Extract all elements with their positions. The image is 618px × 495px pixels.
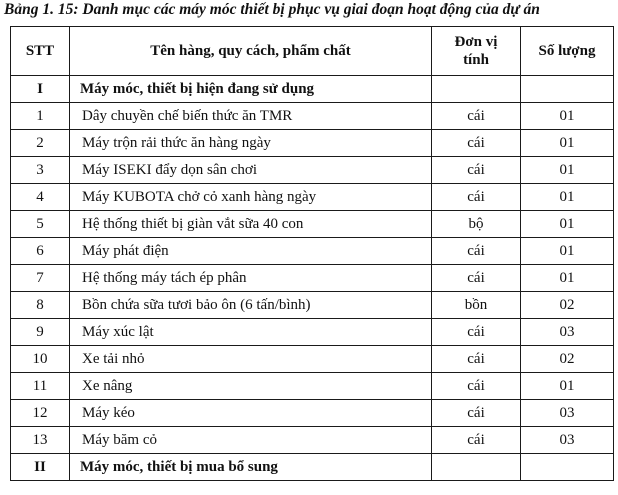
cell-qty: 01	[521, 130, 614, 157]
cell-qty: 03	[521, 400, 614, 427]
cell-unit: bồn	[432, 292, 521, 319]
cell-stt: 3	[11, 157, 70, 184]
cell-unit: cái	[432, 427, 521, 454]
cell-name: Hệ thống thiết bị giàn vắt sữa 40 con	[70, 211, 432, 238]
cell-unit: cái	[432, 130, 521, 157]
cell-qty: 01	[521, 238, 614, 265]
table-row	[11, 319, 614, 346]
cell-stt: 12	[11, 400, 70, 427]
table-row	[11, 346, 614, 373]
cell-qty: 02	[521, 346, 614, 373]
cell-name: Xe nâng	[70, 373, 432, 400]
cell-stt: 2	[11, 130, 70, 157]
cell-stt: 11	[11, 373, 70, 400]
cell-stt: 4	[11, 184, 70, 211]
table-row	[11, 292, 614, 319]
cell-name: Máy băm cỏ	[70, 427, 432, 454]
section-title: Máy móc, thiết bị hiện đang sử dụng	[70, 76, 432, 103]
header-unit-line2: tính	[463, 52, 489, 68]
section-title: Máy móc, thiết bị mua bổ sung	[70, 454, 432, 481]
header-unit	[432, 27, 521, 76]
cell-name: Xe tải nhỏ	[70, 346, 432, 373]
cell-qty: 01	[521, 184, 614, 211]
cell-stt: 8	[11, 292, 70, 319]
cell-qty: 03	[521, 319, 614, 346]
cell-name: Máy KUBOTA chở cỏ xanh hàng ngày	[70, 184, 432, 211]
cell-qty: 01	[521, 157, 614, 184]
cell-name: Máy phát điện	[70, 238, 432, 265]
section-unit	[432, 454, 521, 481]
cell-qty: 01	[521, 103, 614, 130]
header-unit-line1: Đơn vị	[454, 34, 498, 50]
section-stt: II	[11, 454, 70, 481]
section-row-2	[11, 454, 614, 481]
cell-name: Bồn chứa sữa tươi bảo ôn (6 tấn/bình)	[70, 292, 432, 319]
cell-stt: 10	[11, 346, 70, 373]
cell-name: Máy ISEKI đẩy dọn sân chơi	[70, 157, 432, 184]
header-stt: STT	[11, 27, 70, 76]
cell-qty: 03	[521, 427, 614, 454]
cell-name: Hệ thống máy tách ép phân	[70, 265, 432, 292]
header-qty: Số lượng	[521, 27, 614, 76]
header-row	[11, 27, 614, 76]
table-row	[11, 103, 614, 130]
cell-qty: 01	[521, 265, 614, 292]
section-qty	[521, 454, 614, 481]
section-stt: I	[11, 76, 70, 103]
cell-stt: 13	[11, 427, 70, 454]
cell-stt: 1	[11, 103, 70, 130]
section-unit	[432, 76, 521, 103]
cell-unit: cái	[432, 157, 521, 184]
table-row	[11, 211, 614, 238]
cell-unit: cái	[432, 238, 521, 265]
cell-stt: 7	[11, 265, 70, 292]
cell-unit: bộ	[432, 211, 521, 238]
cell-qty: 02	[521, 292, 614, 319]
cell-unit: cái	[432, 184, 521, 211]
table-row	[11, 130, 614, 157]
table-row	[11, 184, 614, 211]
cell-qty: 01	[521, 211, 614, 238]
cell-name: Máy kéo	[70, 400, 432, 427]
table-row	[11, 373, 614, 400]
cell-unit: cái	[432, 373, 521, 400]
equipment-table	[10, 26, 614, 481]
table-caption: Bảng 1. 15: Danh mục các máy móc thiết bị phục vụ giai đoạn hoạt động của dự án	[4, 1, 540, 18]
header-name: Tên hàng, quy cách, phẩm chất	[70, 27, 432, 76]
table-row	[11, 238, 614, 265]
table-row	[11, 400, 614, 427]
table-row	[11, 265, 614, 292]
cell-unit: cái	[432, 265, 521, 292]
table-row	[11, 427, 614, 454]
cell-unit: cái	[432, 103, 521, 130]
cell-name: Máy xúc lật	[70, 319, 432, 346]
cell-stt: 9	[11, 319, 70, 346]
section-qty	[521, 76, 614, 103]
cell-qty: 01	[521, 373, 614, 400]
cell-name: Máy trộn rải thức ăn hàng ngày	[70, 130, 432, 157]
cell-stt: 6	[11, 238, 70, 265]
cell-unit: cái	[432, 346, 521, 373]
cell-name: Dây chuyền chế biến thức ăn TMR	[70, 103, 432, 130]
section-row-1	[11, 76, 614, 103]
cell-unit: cái	[432, 319, 521, 346]
table-row	[11, 157, 614, 184]
cell-unit: cái	[432, 400, 521, 427]
cell-stt: 5	[11, 211, 70, 238]
